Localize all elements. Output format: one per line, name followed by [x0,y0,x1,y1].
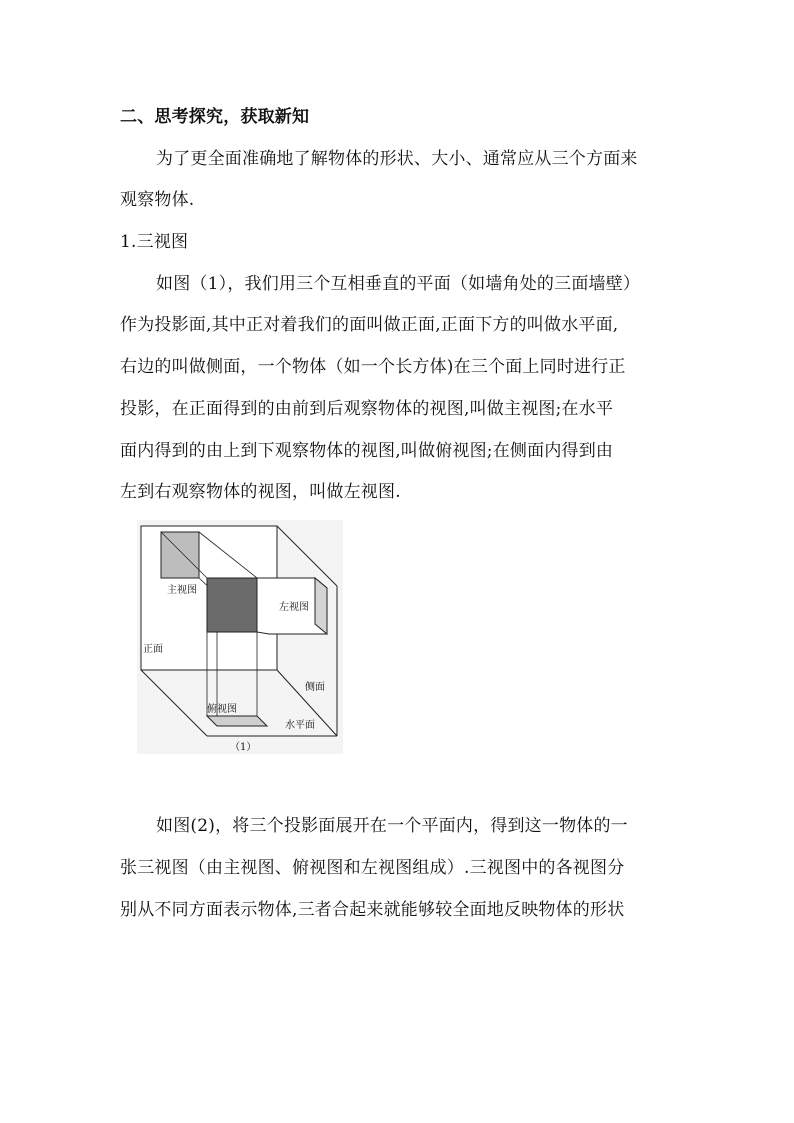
paragraph2-line-1: 如图(2)，将三个投影面展开在一个平面内，得到这一物体的一 [156,816,628,836]
section-heading: 二、思考探究，获取新知 [120,107,310,127]
label-horizontal-plane: 水平面 [285,720,315,731]
label-top-view: 俯视图 [207,704,237,715]
projection-diagram [137,520,343,754]
paragraph1-line-5: 面内得到的由上到下观察物体的视图,叫做俯视图;在侧面内得到由 [120,441,614,461]
object-box [207,578,257,632]
label-side-plane: 侧面 [305,682,325,693]
projection-figure [137,520,343,754]
paragraph1-line-2: 作为投影面,其中正对着我们的面叫做正面,正面下方的叫做水平面, [120,315,619,335]
paragraph2-line-2: 张三视图（由主视图、俯视图和左视图组成）.三视图中的各视图分 [120,858,625,878]
paragraph1-line-6: 左到右观察物体的视图，叫做左视图. [120,482,401,502]
subheading-three-views: 1.三视图 [120,232,189,252]
paragraph2-line-3: 别从不同方面表示物体,三者合起来就能够较全面地反映物体的形状 [120,900,625,920]
intro-line-2: 观察物体. [120,190,195,210]
label-left-view: 左视图 [279,602,309,613]
paragraph1-line-4: 投影，在正面得到的由前到后观察物体的视图,叫做主视图;在水平 [120,399,614,419]
paragraph1-line-3: 右边的叫做侧面，一个物体（如一个长方体)在三个面上同时进行正 [120,357,626,377]
left-view-shade [315,578,327,634]
label-front-plane: 正面 [143,644,163,655]
figure-caption: （1） [230,742,257,753]
front-view-projection [161,532,199,578]
label-front-view: 主视图 [167,585,197,596]
paragraph1-line-1: 如图（1），我们用三个互相垂直的平面（如墙角处的三面墙壁） [156,274,641,294]
intro-line-1: 为了更全面准确地了解物体的形状、大小、通常应从三个方面来 [156,149,638,169]
top-view-projection [207,716,267,726]
